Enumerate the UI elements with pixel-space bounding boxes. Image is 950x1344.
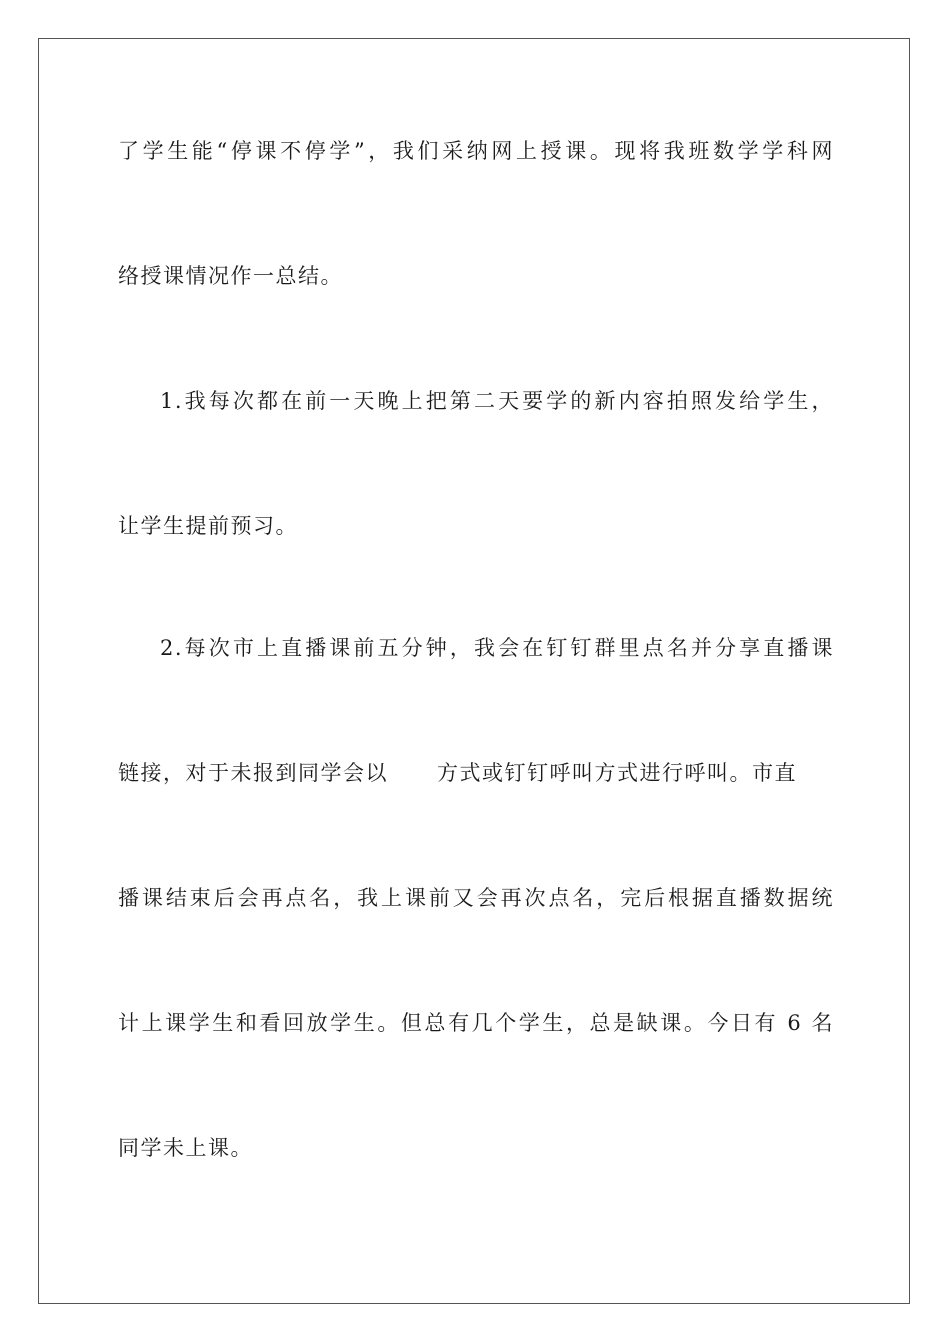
list-item-1-line-1: 1.我每次都在前一天晚上把第二天要学的新内容拍照发给学生， [160, 389, 834, 413]
paragraph-line-2: 络授课情况作一总结。 [118, 264, 343, 288]
list-item-2-line-4: 计上课学生和看回放学生。但总有几个学生，总是缺课。今日有 6 名 [118, 1011, 834, 1035]
list-item-2-line-1: 2.每次市上直播课前五分钟，我会在钉钉群里点名并分享直播课 [160, 636, 834, 660]
page-border [38, 38, 910, 1304]
list-item-2-line-2: 链接，对于未报到同学会以 方式或钉钉呼叫方式进行呼叫。市直 [118, 761, 798, 785]
list-item-1-line-2: 让学生提前预习。 [118, 514, 298, 538]
list-item-2-line-3: 播课结束后会再点名，我上课前又会再次点名，完后根据直播数据统 [118, 886, 834, 910]
paragraph-line-1: 了学生能“停课不停学”，我们采纳网上授课。现将我班数学学科网 [118, 139, 834, 163]
list-item-2-line-5: 同学未上课。 [118, 1136, 253, 1160]
